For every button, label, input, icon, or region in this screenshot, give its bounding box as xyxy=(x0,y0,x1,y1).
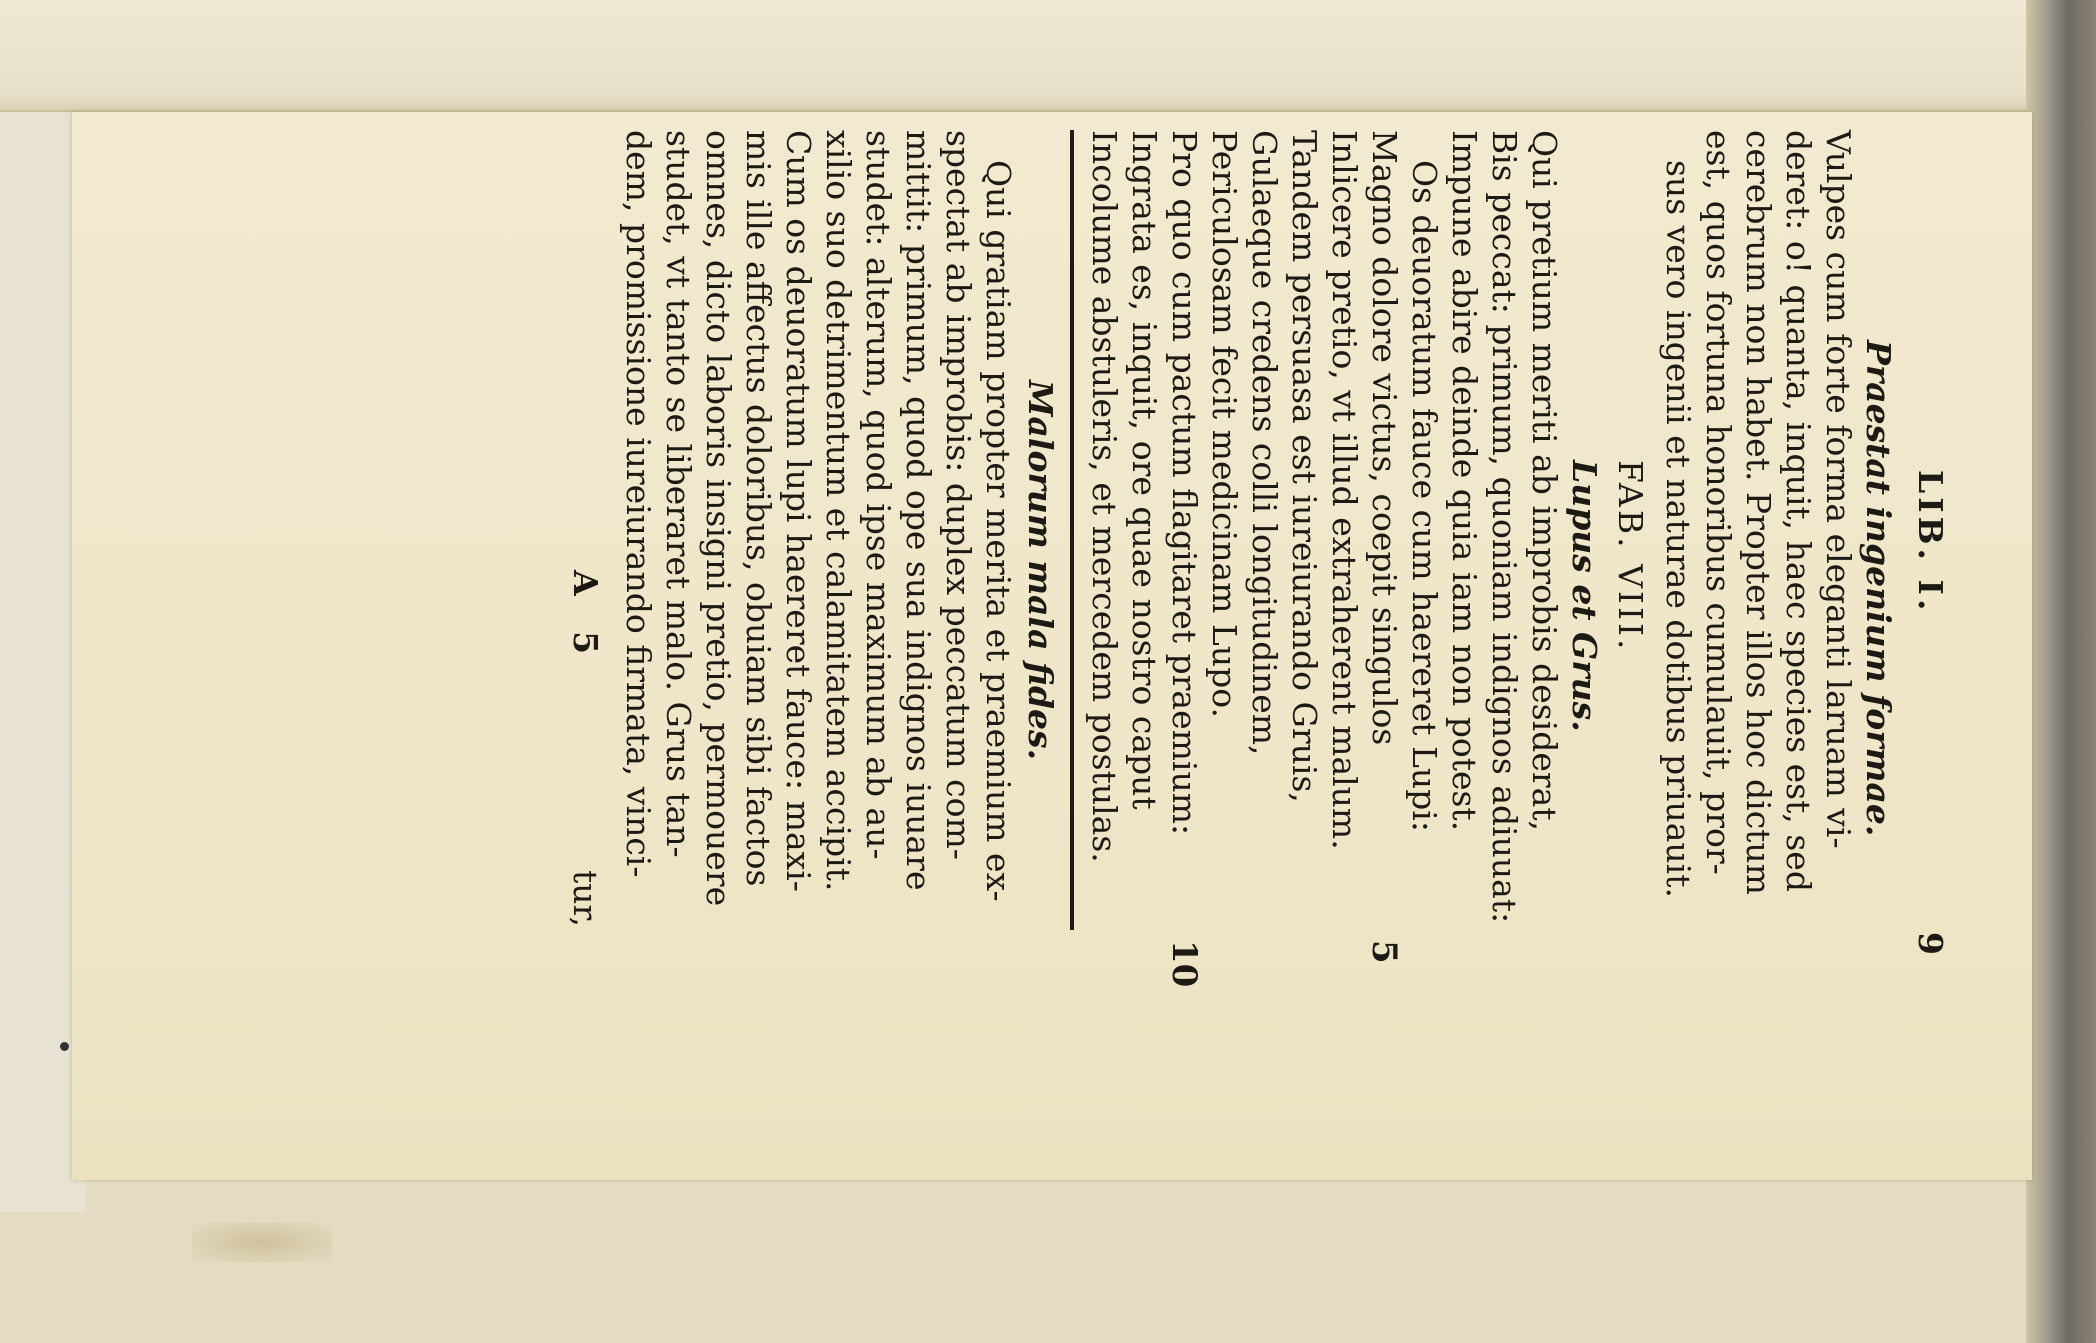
prose-line: sus vero ingenii et naturae dotibus priuauit. xyxy=(1659,160,1698,898)
verse-line: Bis peccat: primum, quoniam indignos adiuuat: xyxy=(1485,130,1524,924)
verse-line: Magno dolore victus, coepit singulos xyxy=(1365,130,1404,746)
verse-line: Incolume abstuleris, et mercedem postulas. xyxy=(1085,130,1124,863)
verse-line: Inlicere pretio, vt illud extraherent malum. xyxy=(1325,130,1364,850)
prose-line: mis ille affectus doloribus, obuiam sibi factos xyxy=(739,130,778,887)
ink-dot xyxy=(60,1042,69,1051)
verse-line: Impune abire deinde quia iam non potest. xyxy=(1445,130,1484,832)
rotated-text-block xyxy=(250,130,1950,988)
moral-fable-7: Praestat ingenium formae. xyxy=(1859,340,1898,837)
prose-line: est, quos fortuna honoribus cumulauit, pror- xyxy=(1699,130,1738,875)
facing-page-edge xyxy=(0,0,2026,112)
horizontal-rule xyxy=(1070,130,1074,930)
verse-line: Qui pretium meriti ab improbis desiderat, xyxy=(1525,130,1564,832)
moral-fable-8: Malorum mala fides. xyxy=(1021,380,1060,761)
verse-line: Tandem persuasa est iureiurando Gruis, xyxy=(1285,130,1324,803)
verse-line: Gulaeque credens colli longitudinem, xyxy=(1245,130,1284,756)
prose-line: cerebrum non habet. Propter illos hoc dictum xyxy=(1739,130,1778,895)
verse-line: Pro quo cum pactum flagitaret praemium: xyxy=(1165,130,1204,836)
prose-line: Cum os deuoratum lupi haereret fauce: maxi- xyxy=(779,130,818,892)
prose-line: xilio suo detrimentum et calamitatem accipit. xyxy=(819,130,858,892)
catchword: tur, xyxy=(566,870,605,928)
prose-line: mittit: primum, quod ope sua indignos iuuare xyxy=(899,130,938,891)
prose-line: studet, vt tanto se liberaret malo. Grus tan- xyxy=(659,130,698,858)
page-number: 9 xyxy=(1911,932,1950,959)
signature-mark: A 5 xyxy=(566,570,605,667)
prose-line: dem, promissione iureiurando firmata, vinci- xyxy=(619,130,658,878)
prose-line: Vulpes cum forte forma eleganti laruam vi- xyxy=(1819,130,1858,849)
prose-line: studet: alterum, quod ipse maximum ab au- xyxy=(859,130,898,860)
verse-line: Os deuoratum fauce cum haereret Lupi: xyxy=(1405,160,1444,832)
line-number: 5 xyxy=(1364,940,1404,964)
prose-line: omnes, dicto laboris insigni pretio, permouere xyxy=(699,130,738,907)
fable-number: FAB. VIII. xyxy=(1611,460,1650,653)
paper-stain xyxy=(192,1222,332,1262)
running-title: LIB. I. xyxy=(1911,470,1950,615)
prose-line: spectat ab improbis: duplex peccatum com- xyxy=(939,130,978,860)
verse-line: Periculosam fecit medicinam Lupo. xyxy=(1205,130,1244,718)
prose-line: Qui gratiam propter merita et praemium ex- xyxy=(979,160,1018,902)
verse-line: Ingrata es, inquit, ore quae nostro caput xyxy=(1125,130,1164,810)
prose-line: deret: o! quanta, inquit, haec species est, sed xyxy=(1779,130,1818,892)
line-number: 10 xyxy=(1164,940,1204,988)
fable-title: Lupus et Grus. xyxy=(1565,460,1604,732)
book-spine-edge xyxy=(2026,0,2096,1343)
